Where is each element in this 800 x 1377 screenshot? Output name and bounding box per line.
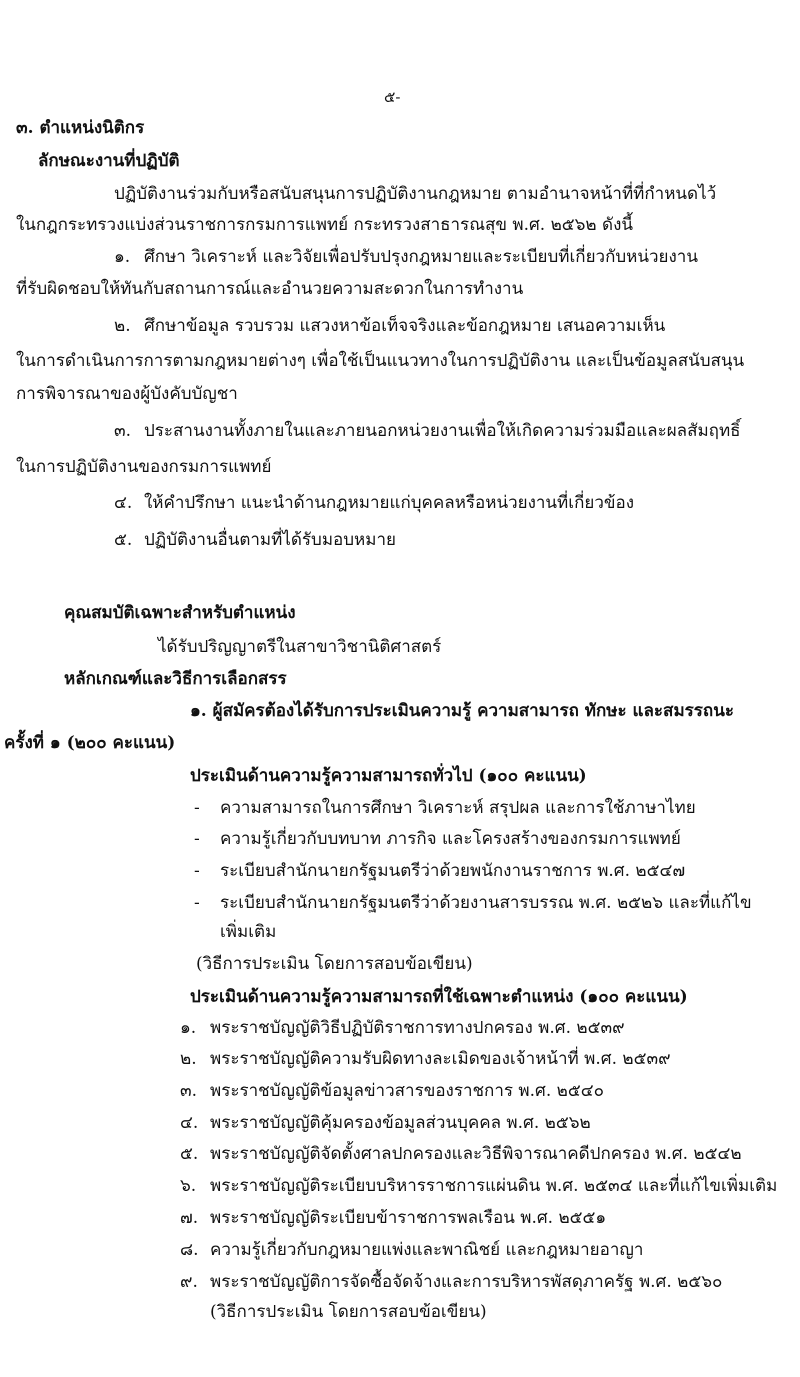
assessment-method: (วิธีการประเมิน โดยการสอบข้อเขียน) xyxy=(196,954,473,974)
specific-item xyxy=(180,1113,591,1134)
general-item xyxy=(194,798,696,819)
duty-number: ๒. xyxy=(114,316,131,336)
duty-text-cont: ที่รับผิดชอบให้ทันกับสถานการณ์และอำนวยความสะดวกในการทำงาน xyxy=(16,279,524,299)
qualification-text: ได้รับปริญญาตรีในสาขาวิชานิติศาสตร์ xyxy=(158,637,442,657)
specific-item-text: พระราชบัญญัติการจัดซื้อจัดจ้างและการบริหารพัสดุภาครัฐ พ.ศ. ๒๕๖๐ xyxy=(210,1272,723,1292)
specific-item xyxy=(180,1144,742,1165)
general-item xyxy=(194,861,685,882)
bullet: - xyxy=(194,861,200,881)
general-assessment-heading: ประเมินด้านความรู้ความสามารถทั่วไป (๑๐๐ คะแนน) xyxy=(190,766,587,786)
bullet: - xyxy=(194,893,200,913)
assessment-method: (วิธีการประเมิน โดยการสอบข้อเขียน) xyxy=(210,1302,487,1322)
duty-text: ให้คำปรึกษา แนะนำด้านกฎหมายแก่บุคคลหรือหน่วยงานที่เกี่ยวข้อง xyxy=(144,493,635,513)
duties-heading: ลักษณะงานที่ปฏิบัติ xyxy=(38,151,180,171)
specific-item-number: ๖. xyxy=(180,1176,197,1196)
specific-item xyxy=(180,1081,604,1102)
duty-text: ประสานงานทั้งภายในและภายนอกหน่วยงานเพื่อให้เกิดความร่วมมือและผลสัมฤทธิ์ xyxy=(144,421,741,441)
duty-text-cont: การพิจารณาของผู้บังคับบัญชา xyxy=(16,384,238,404)
section-heading: ๓. ตำแหน่งนิติกร xyxy=(16,118,145,138)
specific-item xyxy=(180,1049,671,1070)
general-item-text: ความสามารถในการศึกษา วิเคราะห์ สรุปผล และการใช้ภาษาไทย xyxy=(220,798,696,818)
specific-item-number: ๗. xyxy=(180,1208,199,1228)
general-item-text: ระเบียบสำนักนายกรัฐมนตรีว่าด้วยงานสารบรรณ พ.ศ. ๒๕๒๖ และที่แก้ไข xyxy=(220,893,752,913)
specific-item-text: พระราชบัญญัติจัดตั้งศาลปกครองและวิธีพิจารณาคดีปกครอง พ.ศ. ๒๕๔๒ xyxy=(210,1144,742,1164)
specific-item-text: พระราชบัญญัติข้อมูลข่าวสารของราชการ พ.ศ. ๒๕๔๐ xyxy=(210,1081,604,1101)
criteria-heading: หลักเกณฑ์และวิธีการเลือกสรร xyxy=(64,669,287,689)
specific-item xyxy=(180,1208,606,1229)
specific-assessment-heading: ประเมินด้านความรู้ความสามารถที่ใช้เฉพาะตำแหน่ง (๑๐๐ คะแนน) xyxy=(190,987,688,1007)
general-item-text: ความรู้เกี่ยวกับบทบาท ภารกิจ และโครงสร้างของกรมการแพทย์ xyxy=(220,829,681,849)
specific-item-number: ๘. xyxy=(180,1240,199,1260)
specific-item xyxy=(180,1272,722,1293)
intro-line-2: ในกฎกระทรวงแบ่งส่วนราชการกรมการแพทย์ กระทรวงสาธารณสุข พ.ศ. ๒๕๖๒ ดังนี้ xyxy=(16,215,634,235)
specific-item-text: พระราชบัญญัติระเบียบข้าราชการพลเรือน พ.ศ. ๒๕๕๑ xyxy=(210,1208,607,1228)
duty-number: ๔. xyxy=(114,493,133,513)
duty-text-cont: ในการดำเนินการการตามกฎหมายต่างๆ เพื่อใช้เป็นแนวทางในการปฏิบัติงาน และเป็นข้อมูลสนับสนุน xyxy=(16,351,745,371)
specific-item-number: ๓. xyxy=(180,1081,198,1101)
duty-item xyxy=(114,493,634,514)
duty-number: ๓. xyxy=(114,421,132,441)
specific-item-number: ๕. xyxy=(180,1144,199,1164)
page-number: ๕- xyxy=(384,88,401,106)
general-item-text: ระเบียบสำนักนายกรัฐมนตรีว่าด้วยพนักงานราชการ พ.ศ. ๒๕๔๗ xyxy=(220,861,686,881)
general-item xyxy=(194,893,752,914)
criteria-line-2: ครั้งที่ ๑ (๒๐๐ คะแนน) xyxy=(4,733,176,753)
intro-line-1: ปฏิบัติงานร่วมกับหรือสนับสนุนการปฏิบัติงานกฎหมาย ตามอำนาจหน้าที่ที่กำหนดไว้ xyxy=(114,184,717,204)
specific-item-number: ๔. xyxy=(180,1113,199,1133)
specific-item-text: ความรู้เกี่ยวกับกฎหมายแพ่งและพาณิชย์ และกฎหมายอาญา xyxy=(210,1240,644,1260)
specific-item-text: พระราชบัญญัติความรับผิดทางละเมิดของเจ้าหน้าที่ พ.ศ. ๒๕๓๙ xyxy=(210,1049,671,1069)
duty-item xyxy=(114,316,665,337)
specific-item xyxy=(180,1176,777,1197)
duty-text: ศึกษา วิเคราะห์ และวิจัยเพื่อปรับปรุงกฎหมายและระเบียบที่เกี่ยวกับหน่วยงาน xyxy=(144,247,698,267)
general-item xyxy=(194,829,681,850)
specific-item-number: ๙. xyxy=(180,1272,198,1292)
specific-item xyxy=(180,1018,625,1039)
general-item-cont: เพิ่มเติม xyxy=(220,922,277,942)
duty-text: ศึกษาข้อมูล รวบรวม แสวงหาข้อเท็จจริงและข้อกฎหมาย เสนอความเห็น xyxy=(144,316,666,336)
specific-item-number: ๑. xyxy=(180,1018,197,1038)
duty-item xyxy=(114,421,741,442)
bullet: - xyxy=(194,829,200,849)
duty-item xyxy=(114,530,396,551)
specific-item-text: พระราชบัญญัติคุ้มครองข้อมูลส่วนบุคคล พ.ศ. ๒๕๖๒ xyxy=(210,1113,591,1133)
duty-number: ๕. xyxy=(114,530,133,550)
qualification-heading: คุณสมบัติเฉพาะสำหรับตำแหน่ง xyxy=(64,603,296,623)
bullet: - xyxy=(194,798,200,818)
specific-item-number: ๒. xyxy=(180,1049,197,1069)
specific-item-text: พระราชบัญญัติวิธีปฏิบัติราชการทางปกครอง พ.ศ. ๒๕๓๙ xyxy=(210,1018,625,1038)
duty-text: ปฏิบัติงานอื่นตามที่ได้รับมอบหมาย xyxy=(144,530,396,550)
duty-text-cont: ในการปฏิบัติงานของกรมการแพทย์ xyxy=(16,457,272,477)
specific-item-text: พระราชบัญญัติระเบียบบริหารราชการแผ่นดิน พ.ศ. ๒๕๓๔ และที่แก้ไขเพิ่มเติม xyxy=(210,1176,778,1196)
duty-number: ๑. xyxy=(114,247,131,267)
duty-item xyxy=(114,247,698,268)
specific-item xyxy=(180,1240,643,1261)
criteria-line-1: ๑. ผู้สมัครต้องได้รับการประเมินความรู้ ความสามารถ ทักษะ และสมรรถนะ xyxy=(190,701,734,721)
